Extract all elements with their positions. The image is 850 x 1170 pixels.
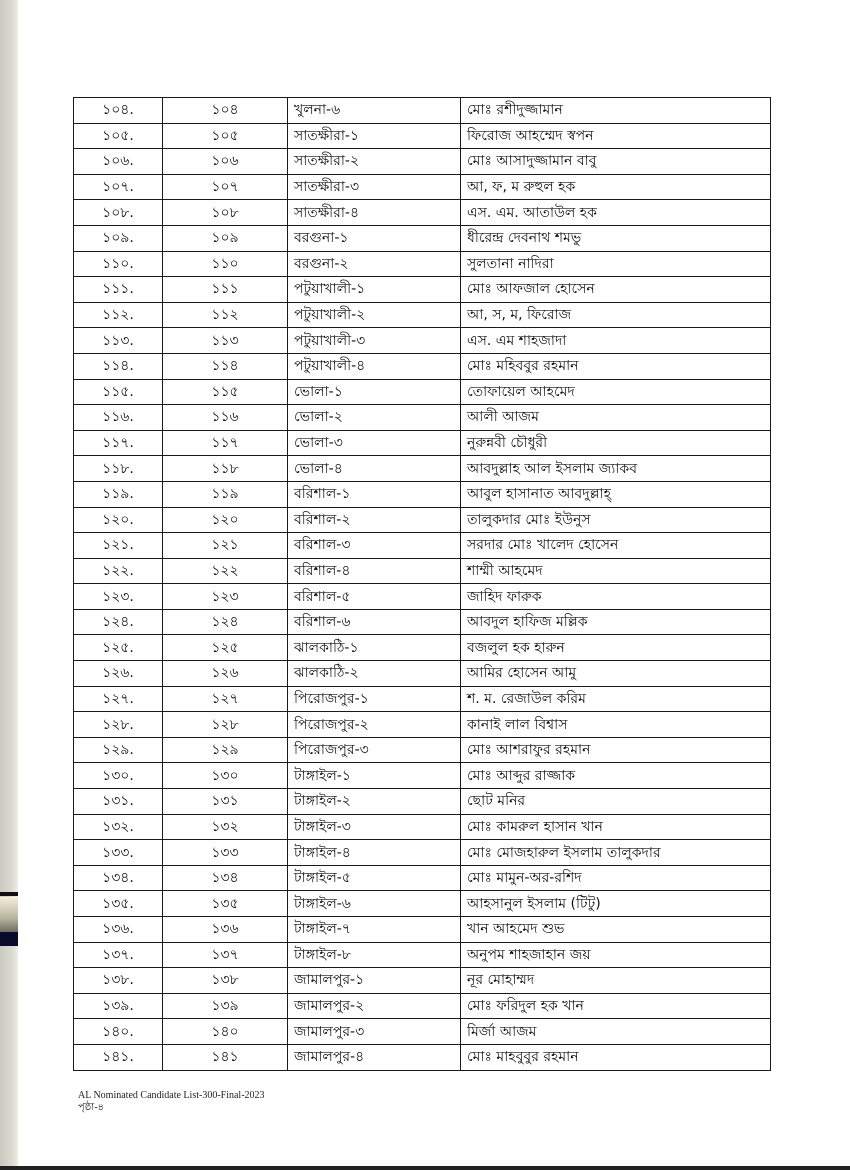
table-row (74, 507, 771, 533)
constituency-cell: ঝালকাঠি-২ (288, 661, 461, 687)
constituency-cell: ঝালকাঠি-১ (288, 635, 461, 661)
constituency-cell: টাঙ্গাইল-২ (288, 789, 461, 815)
candidate-name-cell: মোঃ আব্দুর রাজ্জাক (461, 763, 771, 789)
constituency-cell: বরগুনা-২ (288, 251, 461, 277)
candidate-name-cell: আহসানুল ইসলাম (টিটু) (461, 891, 771, 917)
seat-number-cell: ১৩৮ (163, 968, 288, 994)
serial-cell: ১১৩. (74, 328, 163, 354)
candidate-name-cell: বজলুল হক হারুন (461, 635, 771, 661)
page-number: পৃষ্ঠা-৪ (78, 1102, 105, 1113)
constituency-cell: টাঙ্গাইল-৩ (288, 814, 461, 840)
candidate-name-cell: মোঃ মহিববুর রহমান (461, 353, 771, 379)
table-row (74, 405, 771, 431)
candidate-name-cell: নূর মোহাম্মদ (461, 968, 771, 994)
constituency-cell: জামালপুর-২ (288, 993, 461, 1019)
table-row (74, 942, 771, 968)
serial-cell: ১১২. (74, 302, 163, 328)
seat-number-cell: ১০৪ (163, 98, 288, 124)
serial-cell: ১১৫. (74, 379, 163, 405)
serial-cell: ১২৬. (74, 661, 163, 687)
seat-number-cell: ১২৫ (163, 635, 288, 661)
constituency-cell: সাতক্ষীরা-৪ (288, 200, 461, 226)
table-row (74, 993, 771, 1019)
table-row (74, 353, 771, 379)
table-row (74, 865, 771, 891)
constituency-cell: বরগুনা-১ (288, 225, 461, 251)
table-row (74, 379, 771, 405)
seat-number-cell: ১০৬ (163, 149, 288, 175)
table-row (74, 635, 771, 661)
constituency-cell: পটুয়াখালী-২ (288, 302, 461, 328)
seat-number-cell: ১৩৩ (163, 840, 288, 866)
candidate-name-cell: আবদুল হাফিজ মল্লিক (461, 609, 771, 635)
table-row (74, 456, 771, 482)
seat-number-cell: ১২৪ (163, 609, 288, 635)
constituency-cell: সাতক্ষীরা-১ (288, 123, 461, 149)
candidate-name-cell: আবুল হাসানাত আবদুল্লাহ্ (461, 481, 771, 507)
table-row (74, 840, 771, 866)
seat-number-cell: ১১৪ (163, 353, 288, 379)
scan-mark (0, 897, 18, 932)
seat-number-cell: ১১৭ (163, 430, 288, 456)
candidate-name-cell: ফিরোজ আহম্মেদ স্বপন (461, 123, 771, 149)
serial-cell: ১২৫. (74, 635, 163, 661)
seat-number-cell: ১৪১ (163, 1044, 288, 1070)
serial-cell: ১৪০. (74, 1019, 163, 1045)
table-row (74, 584, 771, 610)
serial-cell: ১৩৬. (74, 917, 163, 943)
serial-cell: ১৩৩. (74, 840, 163, 866)
seat-number-cell: ১২৬ (163, 661, 288, 687)
table-row (74, 968, 771, 994)
candidate-name-cell: সরদার মোঃ খালেদ হোসেন (461, 533, 771, 559)
seat-number-cell: ১২২ (163, 558, 288, 584)
serial-cell: ১০৫. (74, 123, 163, 149)
constituency-cell: খুলনা-৬ (288, 98, 461, 124)
serial-cell: ১৩২. (74, 814, 163, 840)
table-row (74, 225, 771, 251)
serial-cell: ১৩৮. (74, 968, 163, 994)
seat-number-cell: ১৪০ (163, 1019, 288, 1045)
scan-left-edge (0, 0, 18, 1170)
seat-number-cell: ১৩৬ (163, 917, 288, 943)
table-row (74, 737, 771, 763)
scan-bottom-edge (0, 1166, 850, 1170)
table-row (74, 302, 771, 328)
candidate-table (73, 97, 771, 1071)
seat-number-cell: ১১৩ (163, 328, 288, 354)
serial-cell: ১৩৪. (74, 865, 163, 891)
serial-cell: ১১১. (74, 277, 163, 303)
serial-cell: ১৩৫. (74, 891, 163, 917)
table-row (74, 149, 771, 175)
serial-cell: ১১৮. (74, 456, 163, 482)
document-label: AL Nominated Candidate List-300-Final-2023 (78, 1090, 265, 1101)
table-row (74, 814, 771, 840)
serial-cell: ১৪১. (74, 1044, 163, 1070)
serial-cell: ১২২. (74, 558, 163, 584)
table-row (74, 558, 771, 584)
table-row (74, 712, 771, 738)
table-row (74, 917, 771, 943)
table-row (74, 763, 771, 789)
table-row (74, 891, 771, 917)
scan-mark (0, 932, 18, 946)
table-row (74, 328, 771, 354)
constituency-cell: টাঙ্গাইল-৮ (288, 942, 461, 968)
seat-number-cell: ১১৯ (163, 481, 288, 507)
table-row (74, 533, 771, 559)
table-row (74, 200, 771, 226)
seat-number-cell: ১২৯ (163, 737, 288, 763)
table-row (74, 661, 771, 687)
constituency-cell: পটুয়াখালী-১ (288, 277, 461, 303)
seat-number-cell: ১১০ (163, 251, 288, 277)
candidate-name-cell: এস. এম. আতাউল হক (461, 200, 771, 226)
constituency-cell: ভোলা-২ (288, 405, 461, 431)
candidate-name-cell: তোফায়েল আহমেদ (461, 379, 771, 405)
candidate-name-cell: তালুকদার মোঃ ইউনুস (461, 507, 771, 533)
candidate-name-cell: আলী আজম (461, 405, 771, 431)
serial-cell: ১২৯. (74, 737, 163, 763)
table-row (74, 609, 771, 635)
seat-number-cell: ১৩৪ (163, 865, 288, 891)
table-row (74, 1044, 771, 1070)
seat-number-cell: ১২০ (163, 507, 288, 533)
candidate-name-cell: মোঃ কামরুল হাসান খান (461, 814, 771, 840)
serial-cell: ১০৯. (74, 225, 163, 251)
candidate-name-cell: আ, স, ম, ফিরোজ (461, 302, 771, 328)
serial-cell: ১২০. (74, 507, 163, 533)
candidate-name-cell: আমির হোসেন আমু (461, 661, 771, 687)
seat-number-cell: ১০৭ (163, 174, 288, 200)
table-row (74, 98, 771, 124)
constituency-cell: জামালপুর-৪ (288, 1044, 461, 1070)
constituency-cell: পিরোজপুর-২ (288, 712, 461, 738)
constituency-cell: বরিশাল-১ (288, 481, 461, 507)
constituency-cell: পটুয়াখালী-৩ (288, 328, 461, 354)
seat-number-cell: ১১৮ (163, 456, 288, 482)
candidate-name-cell: মির্জা আজম (461, 1019, 771, 1045)
seat-number-cell: ১৩৯ (163, 993, 288, 1019)
seat-number-cell: ১১৬ (163, 405, 288, 431)
seat-number-cell: ১৩৭ (163, 942, 288, 968)
constituency-cell: সাতক্ষীরা-২ (288, 149, 461, 175)
candidate-name-cell: মোঃ রশীদুজ্জামান (461, 98, 771, 124)
candidate-name-cell: মোঃ ফরিদুল হক খান (461, 993, 771, 1019)
serial-cell: ১১৬. (74, 405, 163, 431)
seat-number-cell: ১১৫ (163, 379, 288, 405)
constituency-cell: ভোলা-৪ (288, 456, 461, 482)
candidate-name-cell: মোঃ মোজহারুল ইসলাম তালুকদার (461, 840, 771, 866)
serial-cell: ১১০. (74, 251, 163, 277)
seat-number-cell: ১৩০ (163, 763, 288, 789)
constituency-cell: সাতক্ষীরা-৩ (288, 174, 461, 200)
serial-cell: ১০৪. (74, 98, 163, 124)
candidate-name-cell: আবদুল্লাহ আল ইসলাম জ্যাকব (461, 456, 771, 482)
seat-number-cell: ১২৮ (163, 712, 288, 738)
candidate-name-cell: খান আহমেদ শুভ (461, 917, 771, 943)
seat-number-cell: ১২১ (163, 533, 288, 559)
candidate-name-cell: মোঃ আফজাল হোসেন (461, 277, 771, 303)
serial-cell: ১১৯. (74, 481, 163, 507)
page-footer (78, 1090, 265, 1114)
seat-number-cell: ১০৫ (163, 123, 288, 149)
constituency-cell: বরিশাল-৩ (288, 533, 461, 559)
candidate-name-cell: মোঃ আশরাফুর রহমান (461, 737, 771, 763)
candidate-name-cell: মোঃ মাহবুবুর রহমান (461, 1044, 771, 1070)
candidate-name-cell: নুরুন্নবী চৌধুরী (461, 430, 771, 456)
constituency-cell: টাঙ্গাইল-১ (288, 763, 461, 789)
constituency-cell: টাঙ্গাইল-৭ (288, 917, 461, 943)
serial-cell: ১০৬. (74, 149, 163, 175)
serial-cell: ১২৪. (74, 609, 163, 635)
candidate-name-cell: জাহিদ ফারুক (461, 584, 771, 610)
seat-number-cell: ১০৯ (163, 225, 288, 251)
candidate-name-cell: মোঃ মামুন-অর-রশিদ (461, 865, 771, 891)
constituency-cell: পিরোজপুর-১ (288, 686, 461, 712)
table-row (74, 481, 771, 507)
seat-number-cell: ১১২ (163, 302, 288, 328)
serial-cell: ১৩৯. (74, 993, 163, 1019)
table-row (74, 251, 771, 277)
constituency-cell: বরিশাল-২ (288, 507, 461, 533)
serial-cell: ১৩১. (74, 789, 163, 815)
seat-number-cell: ১১১ (163, 277, 288, 303)
candidate-name-cell: মোঃ আসাদুজ্জামান বাবু (461, 149, 771, 175)
constituency-cell: টাঙ্গাইল-৬ (288, 891, 461, 917)
seat-number-cell: ১২৩ (163, 584, 288, 610)
seat-number-cell: ১০৮ (163, 200, 288, 226)
serial-cell: ১২১. (74, 533, 163, 559)
constituency-cell: পটুয়াখালী-৪ (288, 353, 461, 379)
constituency-cell: বরিশাল-৪ (288, 558, 461, 584)
serial-cell: ১২৮. (74, 712, 163, 738)
table-row (74, 686, 771, 712)
table-row (74, 789, 771, 815)
serial-cell: ১১৭. (74, 430, 163, 456)
constituency-cell: বরিশাল-৬ (288, 609, 461, 635)
constituency-cell: টাঙ্গাইল-৪ (288, 840, 461, 866)
candidate-name-cell: অনুপম শাহজাহান জয় (461, 942, 771, 968)
serial-cell: ১৩০. (74, 763, 163, 789)
candidate-name-cell: ধীরেন্দ্র দেবনাথ শমভু (461, 225, 771, 251)
constituency-cell: ভোলা-১ (288, 379, 461, 405)
table-row (74, 174, 771, 200)
table-row (74, 430, 771, 456)
constituency-cell: জামালপুর-৩ (288, 1019, 461, 1045)
candidate-name-cell: কানাই লাল বিশ্বাস (461, 712, 771, 738)
serial-cell: ১৩৭. (74, 942, 163, 968)
table-row (74, 277, 771, 303)
constituency-cell: ভোলা-৩ (288, 430, 461, 456)
candidate-name-cell: এস. এম শাহজাদা (461, 328, 771, 354)
serial-cell: ১১৪. (74, 353, 163, 379)
seat-number-cell: ১৩১ (163, 789, 288, 815)
serial-cell: ১২৩. (74, 584, 163, 610)
seat-number-cell: ১২৭ (163, 686, 288, 712)
candidate-name-cell: আ, ফ, ম রুহুল হক (461, 174, 771, 200)
serial-cell: ১২৭. (74, 686, 163, 712)
candidate-table-body (74, 98, 771, 1071)
constituency-cell: টাঙ্গাইল-৫ (288, 865, 461, 891)
candidate-name-cell: শাম্মী আহমেদ (461, 558, 771, 584)
constituency-cell: পিরোজপুর-৩ (288, 737, 461, 763)
candidate-name-cell: ছোট মনির (461, 789, 771, 815)
seat-number-cell: ১৩২ (163, 814, 288, 840)
candidate-name-cell: শ. ম. রেজাউল করিম (461, 686, 771, 712)
table-row (74, 123, 771, 149)
serial-cell: ১০৭. (74, 174, 163, 200)
table-row (74, 1019, 771, 1045)
seat-number-cell: ১৩৫ (163, 891, 288, 917)
candidate-name-cell: সুলতানা নাদিরা (461, 251, 771, 277)
constituency-cell: জামালপুর-১ (288, 968, 461, 994)
serial-cell: ১০৮. (74, 200, 163, 226)
scan-mark (0, 892, 18, 896)
constituency-cell: বরিশাল-৫ (288, 584, 461, 610)
